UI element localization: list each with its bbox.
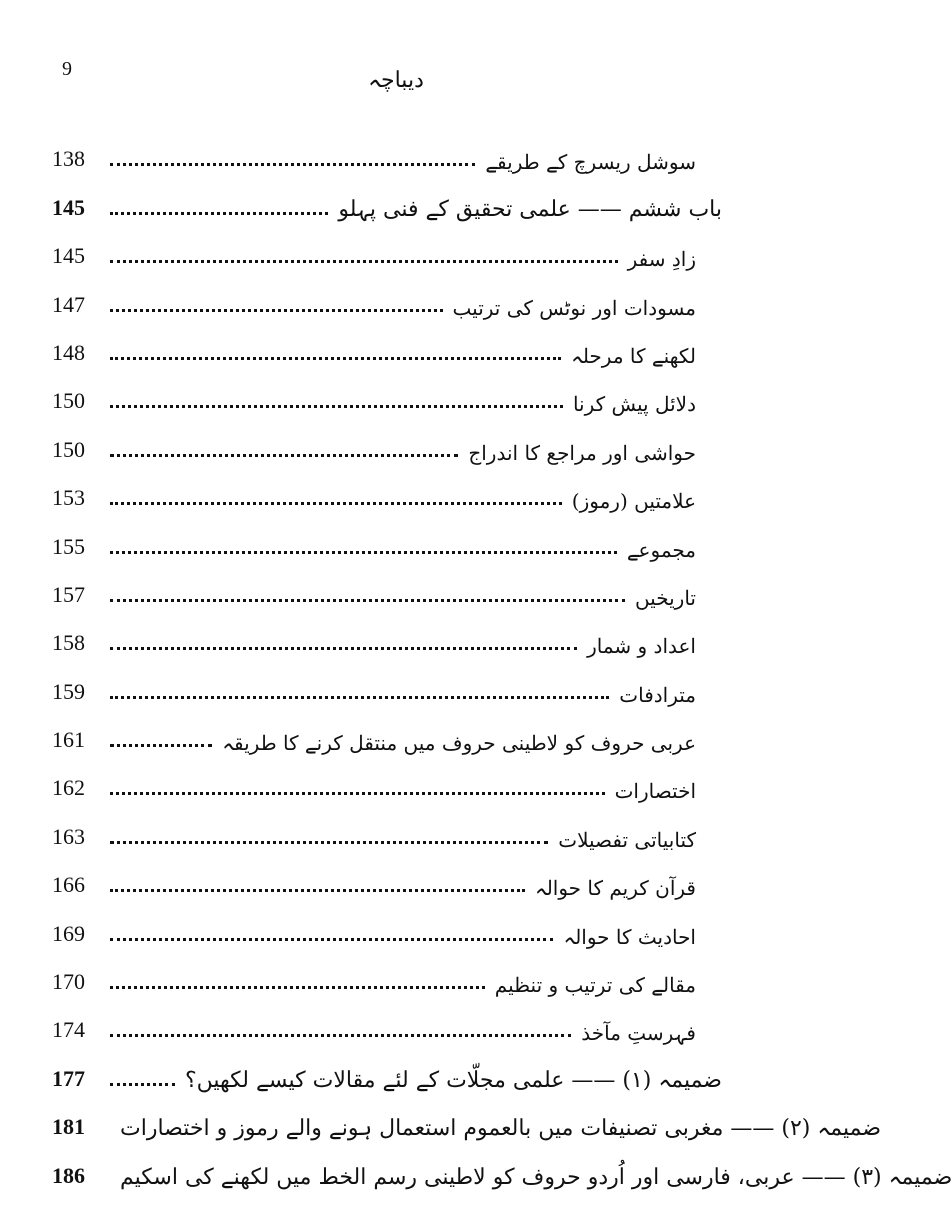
toc-title: مترادفات [619,682,696,707]
dot-leader [110,405,563,408]
toc-entry [52,467,722,515]
page-number: 9 [62,58,72,80]
table-of-contents [52,128,952,1193]
dot-leader [110,841,548,844]
toc-title: ضمیمہ (۳) —— عربی، فارسی اور اُردو حروف کو لاطینی رسم الخط میں لکھنے کی اسکیم [120,1164,952,1190]
toc-page-number: 150 [52,388,85,414]
toc-title: ضمیمہ (۲) —— مغربی تصنیفات میں بالعموم استعمال ہونے والے رموز و اختصارات [120,1116,882,1142]
dot-leader [110,986,485,989]
toc-page-number: 153 [52,485,85,511]
toc-title: باب ششم —— علمی تحقیق کے فنی پہلو [338,196,722,222]
toc-entry [52,1096,882,1144]
toc-entry [52,273,722,321]
toc-title: قرآن کریم کا حوالہ [534,876,696,901]
toc-page-number: 150 [52,436,85,462]
toc-title: فہرستِ مآخذ [581,1021,696,1046]
toc-title: حواشی اور مراجع کا اندراج [468,440,696,465]
toc-page-number: 161 [52,727,85,753]
toc-entry [52,128,722,176]
toc-page-number: 159 [52,678,85,704]
toc-page-number: 181 [52,1114,85,1140]
toc-page-number: 170 [52,969,85,995]
toc-entry [52,854,722,902]
toc-page-number: 157 [52,581,85,607]
dot-leader [110,163,475,166]
dot-leader [110,502,562,505]
toc-entry [52,564,722,612]
toc-title: ضمیمہ (۱) —— علمی مجلّات کے لئے مقالات کیسے لکھیں؟ [184,1067,722,1093]
toc-entry [52,902,722,950]
toc-entry [52,757,722,805]
dot-leader [110,357,561,360]
toc-entry [52,1144,952,1192]
toc-entry [52,370,722,418]
toc-title: دلائل پیش کرنا [572,392,696,417]
toc-entry [52,709,722,757]
toc-page-number: 145 [52,194,85,220]
toc-entry [52,176,722,224]
toc-page-number: 158 [52,630,85,656]
dot-leader [110,744,212,747]
toc-entry [52,999,722,1047]
toc-title: کتابیاتی تفصیلات [558,827,696,852]
toc-title: اعداد و شمار [587,634,696,659]
toc-title: مجموعے [626,537,696,562]
dot-leader [110,696,609,699]
toc-entry [52,322,722,370]
toc-page-number: 174 [52,1017,85,1043]
dot-leader [110,792,605,795]
toc-page-number: 148 [52,339,85,365]
toc-page-number: 163 [52,823,85,849]
dot-leader [110,889,525,892]
toc-entry [52,805,722,853]
toc-page-number: 147 [52,291,85,317]
dot-leader [110,938,553,941]
toc-title: زادِ سفر [627,247,696,272]
toc-entry [52,515,722,563]
dot-leader [110,260,618,263]
toc-page-number: 145 [52,243,85,269]
toc-page-number: 186 [52,1162,85,1188]
toc-page-number: 169 [52,920,85,946]
toc-title: احادیث کا حوالہ [563,924,696,949]
toc-entry [52,225,722,273]
toc-entry [52,660,722,708]
toc-entry [52,612,722,660]
dot-leader [110,647,577,650]
dot-leader [110,599,625,602]
toc-page-number: 177 [52,1065,85,1091]
toc-page-number: 162 [52,775,85,801]
toc-page-number: 166 [52,872,85,898]
dot-leader [110,1034,571,1037]
toc-title: اختصارات [614,779,696,804]
toc-title: عربی حروف کو لاطینی حروف میں منتقل کرنے کا طریقہ [222,731,696,756]
toc-title: تاریخیں [634,585,696,610]
running-title: دیباچہ [368,68,424,93]
toc-entry [52,418,722,466]
toc-title: مقالے کی ترتیب و تنظیم [494,973,696,998]
toc-entry [52,1047,722,1095]
dot-leader [110,212,328,215]
toc-title: سوشل ریسرچ کے طریقے [485,150,696,175]
toc-title: لکھنے کا مرحلہ [571,343,696,368]
dot-leader [110,551,617,554]
toc-title: مسودات اور نوٹس کی ترتیب [452,295,696,320]
toc-page-number: 138 [52,146,85,172]
dot-leader [110,1083,175,1086]
toc-entry [52,951,722,999]
dot-leader [110,309,443,312]
dot-leader [110,454,458,457]
toc-page-number: 155 [52,533,85,559]
toc-title: علامتیں (رموز) [571,489,696,514]
